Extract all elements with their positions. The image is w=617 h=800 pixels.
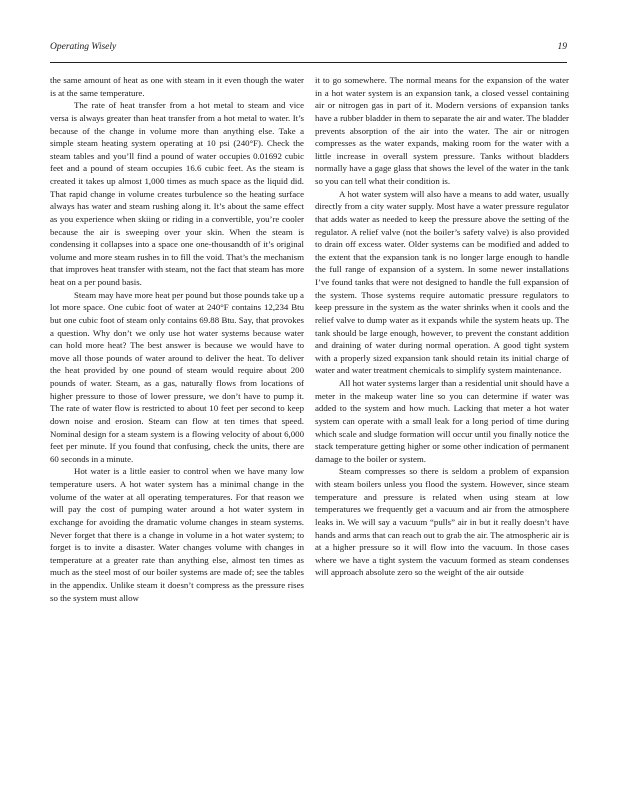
paragraph: Hot water is a little easier to control when we have many low temperature users. A hot water system has a minimal change in the volume of the water at all operating temperatures. For that reason we will pay the cost of pumping water around a hot water system in exchange for avoiding the dramatic volume changes in steam systems. Never forget that there is a change in volume in a hot water system; to forget is to invite a disaster. Water changes volume with changes in temperature at a greater rate than anything else, almost ten times as much as the steel most of our boiler systems are made of; see the tables in the appendix. Unlike steam it doesn’t compress as the pressure rises so the system must allow (50, 466, 304, 603)
page-number: 19 (557, 42, 567, 52)
right-column (315, 74, 569, 774)
paragraph: Steam compresses so there is seldom a problem of expansion with steam boilers unless you flood the system. However, since steam temperature and pressure is related when using steam at low temperatures we frequently get a vacuum and air from the atmosphere leaks in. We will say a vacuum “pulls” air in but it really doesn’t have hands and arms that can reach out to grab the air. The atmospheric air is at a higher pressure so it will flow into the vacuum. In those cases where we have a tight system the vacuum formed as steam condenses will approach absolute zero so the weight of the air outside (315, 466, 569, 578)
header-rule (50, 62, 567, 63)
paragraph: A hot water system will also have a means to add water, usually directly from a city water supply. Most have a water pressure regulator that adds water as needed to keep the pressure above the setting of the regulator. A relief valve (not the boiler’s safety valve) is also provided to drain off excess water. Older systems can be modified and added to the extent that the expansion tank is no longer large enough to handle the full range of expansion of a system. In some newer installations I’ve found tanks that were not designed to handle the full expansion of the system. Those systems require automatic pressure regulators to keep pressure in the system as the water shrinks when it cools and the relief valve to dump water as it expands while the system heats up. The tank should be large enough, however, to prevent the constant addition and draining of water during normal operation. A good tight system with a properly sized expansion tank should retain its initial charge of water and water treatment chemicals to simplify system maintenance. (315, 188, 569, 376)
running-header (50, 42, 567, 58)
left-column (50, 74, 304, 774)
paragraph: it to go somewhere. The normal means for the expansion of the water in a hot water system is an expansion tank, a closed vessel containing air or nitrogen gas in part of it. Modern versions of expansion tanks have a rubber bladder in them to separate the air and water. The bladder prevents absorption of the air into the water. The air or nitrogen compresses as the water expands, making room for the water with a little increase in overall system pressure. Tanks without bladders normally have a gage glass that shows the level of the water in the tank so you can tell what their condition is. (315, 75, 569, 186)
paragraph: the same amount of heat as one with steam in it even though the water is at the same temperature. (50, 75, 304, 98)
paragraph: The rate of heat transfer from a hot metal to steam and vice versa is always greater than heat transfer from a hot metal to water. It’s because of the change in volume more than anything else. Take a simple steam heating system operating at 10 psi (240°F). Check the steam tables and you’ll find a pound of water occupies 0.01692 cubic feet and a pound of steam occupies 16.6 cubic feet. As the steam is created it takes up almost 1,000 times as much space as the liquid did. That rapid change in volume creates turbulence so the heating surface always has water and steam rushing along it. It’s about the same effect as you experience when skiing or riding in a convertible, you’re cooler because the air is sweeping over your skin. When the steam is condensing it collapses into a space one one-thousandth of it’s original volume and more steam rushes in to fill the void. That’s the mechanism that improves heat transfer with steam, not the fact that steam has more heat on a per pound basis. (50, 100, 304, 287)
running-title: Operating Wisely (50, 42, 117, 52)
paragraph: Steam may have more heat per pound but those pounds take up a lot more space. One cubic foot of water at 240°F contains 12,234 Btu but one cubic foot of steam only contains 69.88 Btu. Say, that provokes a question. Why don’t we only use hot water systems because water can hold more heat? The best answer is because we would have to move all those pounds of water around to deliver the heat. To deliver the heat provided by one pound of steam would require about 200 pounds of water. Steam, as a gas, naturally flows from locations of higher pressure to those of lower pressure, we don’t have to pump it. The rate of water flow is restricted to about 10 feet per second to keep down noise and erosion. Steam can flow at ten times that speed. Nominal design for a steam system is a flowing velocity of about 6,000 feet per minute. If you found that confusing, check the units, there are 60 seconds in a minute. (50, 289, 304, 464)
paragraph: All hot water systems larger than a residential unit should have a meter in the makeup water line so you can determine if water was added to the system and how much. Lacking that meter a hot water system can operate with a small leak for a long period of time during which scale and sludge formation will occur until you finally notice the stack temperature getting higher or some other indication of permanent damage to the boiler or system. (315, 378, 569, 464)
